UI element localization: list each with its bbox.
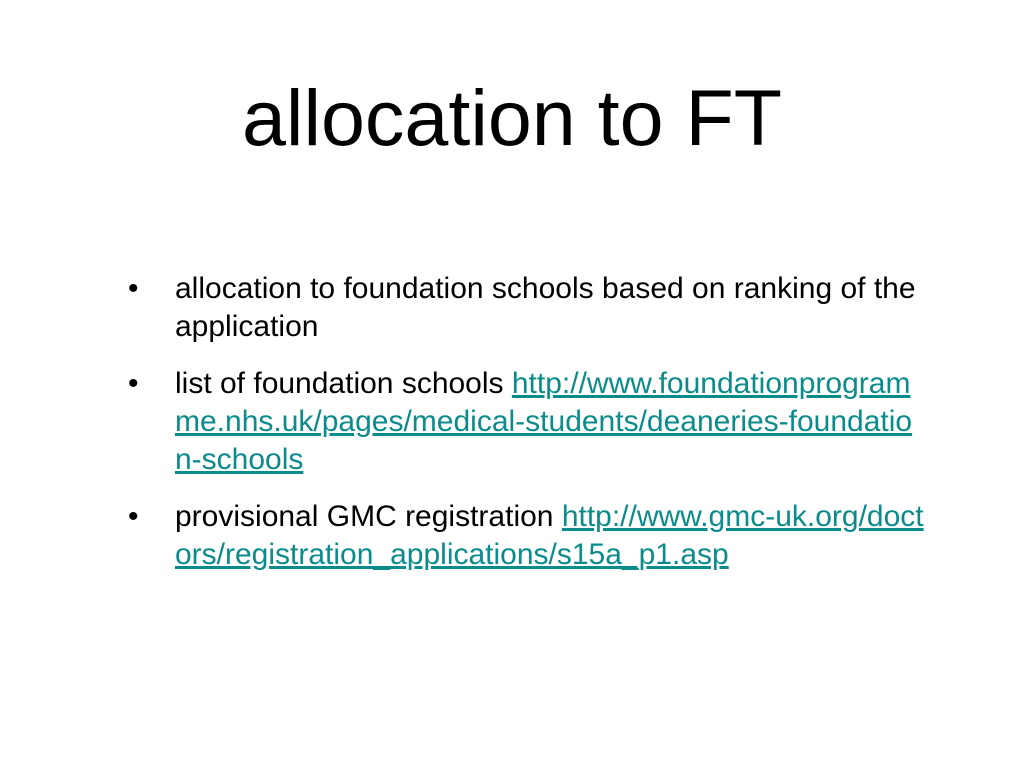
bullet-icon: • [128,272,139,305]
gmc-registration-link[interactable]: http://www.gmc-uk.org/doctors/registration_applications/s15a_p1.asp [175,500,924,571]
bullet-item-foundation-schools [128,365,928,479]
foundation-schools-link[interactable]: http://www.foundationprogramme.nhs.uk/pages/medical-students/deaneries-foundation-schools [175,367,913,476]
bullet-text: allocation to foundation schools based on ranking of the application [175,272,916,343]
bullet-icon: • [128,500,139,533]
bullet-icon: • [128,367,139,400]
bullet-list [128,270,928,593]
bullet-text: provisional GMC registration [175,500,562,533]
bullet-item-gmc-registration [128,498,928,574]
bullet-text: list of foundation schools [175,367,512,400]
slide-title: allocation to FT [241,73,783,162]
bullet-item-allocation [128,270,928,346]
